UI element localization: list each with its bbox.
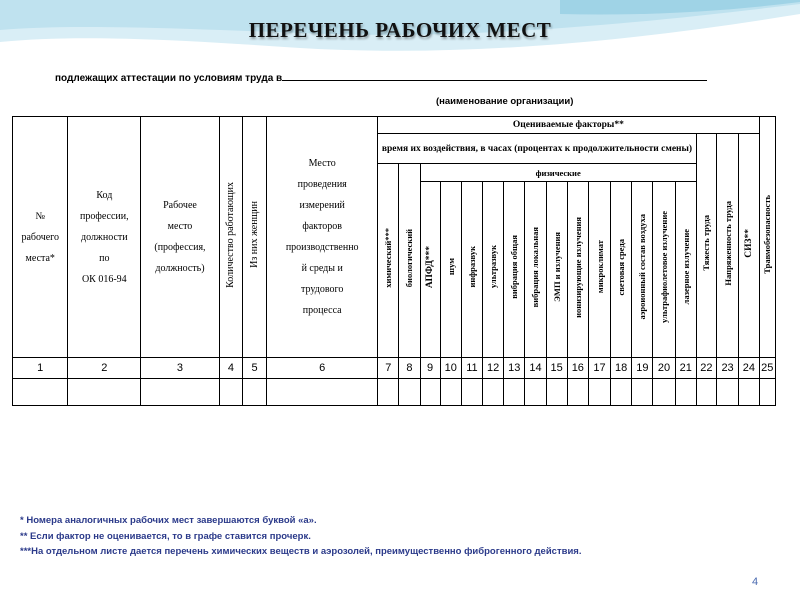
header-aeroion (632, 182, 653, 358)
empty-cell (739, 379, 759, 406)
empty-cell (243, 379, 267, 406)
page-title: ПЕРЕЧЕНЬ РАБОЧИХ МЕСТ (248, 18, 552, 42)
empty-cell (546, 379, 567, 406)
header-text: вибрация общая (509, 235, 520, 299)
header-text: процесса (302, 305, 342, 316)
header-biological (399, 164, 420, 358)
empty-cell (461, 379, 482, 406)
header-text: световая среда (616, 238, 627, 296)
header-text: Травмобезопасность (762, 195, 773, 274)
header-text: рабочего (21, 231, 60, 243)
column-number: 13 (504, 358, 525, 379)
header-text: ультразвук (488, 245, 499, 289)
empty-cell (567, 379, 588, 406)
header-text: аэроионный состав воздуха (637, 214, 648, 320)
organization-blank-line (282, 72, 707, 81)
column-number: 22 (696, 358, 716, 379)
header-text: Напряженность труда (722, 200, 733, 286)
empty-cell (716, 379, 738, 406)
header-uv (653, 182, 675, 358)
header-text: факторов (302, 221, 342, 232)
column-number: 3 (141, 358, 220, 379)
page-number: 4 (752, 576, 759, 588)
column-number: 6 (267, 358, 378, 379)
header-exposure-time: время их воздействия, в часах (процентах к продолжительности смены) (378, 134, 697, 164)
footnote: * Номера аналогичных рабочих мест завершаются буквой «а». (20, 515, 317, 526)
column-number: 16 (567, 358, 588, 379)
header-assessed-factors: Оцениваемые факторы** (378, 117, 759, 134)
column-number: 14 (525, 358, 546, 379)
empty-cell (219, 379, 242, 406)
column-number: 20 (653, 358, 675, 379)
empty-cell (440, 379, 461, 406)
header-text: СИЗ** (743, 228, 754, 258)
header-text: Рабочее (163, 200, 197, 211)
header-text: место (167, 221, 193, 232)
header-women-count (243, 117, 267, 358)
column-number: 25 (759, 358, 775, 379)
header-text: вибрация локальная (530, 226, 541, 308)
column-number: 7 (378, 358, 399, 379)
empty-cell (267, 379, 378, 406)
column-number: 15 (546, 358, 567, 379)
header-text: микроклимат (594, 240, 605, 294)
empty-cell (611, 379, 632, 406)
header-text: измерений (299, 200, 345, 211)
header-microclimate (588, 182, 610, 358)
header-text: должность) (155, 263, 205, 274)
header-text: шум (445, 258, 456, 276)
header-workers-count (219, 117, 242, 358)
header-chemical (378, 164, 399, 358)
empty-cell (483, 379, 504, 406)
footnotes (20, 513, 581, 560)
header-text: места* (25, 252, 55, 264)
empty-cell (399, 379, 420, 406)
empty-cell (696, 379, 716, 406)
empty-cell (588, 379, 610, 406)
empty-row (13, 379, 776, 406)
footnote: ***На отдельном листе дается перечень химических веществ и аэрозолей, преимущественно фиброгенного действия. (20, 546, 582, 557)
empty-cell (141, 379, 220, 406)
column-number: 18 (611, 358, 632, 379)
empty-cell (653, 379, 675, 406)
header-text: Тяжесть труда (701, 215, 712, 271)
header-workplace-number (13, 117, 68, 358)
header-text: Место (308, 158, 336, 169)
column-number: 5 (243, 358, 267, 379)
header-workplace (141, 117, 220, 358)
header-text: химический*** (383, 228, 394, 288)
header-text: инфразвук (466, 246, 477, 288)
header-profession-code (68, 117, 141, 358)
column-number: 24 (739, 358, 759, 379)
header-text: ультрафиолетовое излучение (659, 211, 670, 323)
footnote: ** Если фактор не оценивается, то в графе ставится прочерк. (20, 530, 311, 542)
header-measurement-place (267, 117, 378, 358)
empty-cell (525, 379, 546, 406)
header-text: Код (96, 189, 113, 201)
header-text: профессии, (80, 210, 129, 222)
header-vibration-general (504, 182, 525, 358)
empty-cell (378, 379, 399, 406)
header-ionizing (567, 182, 588, 358)
empty-cell (420, 379, 440, 406)
column-number: 1 (13, 358, 68, 379)
header-text: й среды и (301, 263, 343, 274)
column-number-row (13, 358, 776, 379)
column-number: 12 (483, 358, 504, 379)
header-noise (440, 182, 461, 358)
header-text: АПФД*** (425, 245, 436, 289)
column-number: 2 (68, 358, 141, 379)
header-text: (профессия, (154, 242, 206, 253)
column-number: 9 (420, 358, 440, 379)
header-apfd (420, 182, 440, 358)
empty-cell (759, 379, 775, 406)
empty-cell (504, 379, 525, 406)
empty-cell (632, 379, 653, 406)
header-text: Количество работающих (225, 181, 237, 288)
header-vibration-local (525, 182, 546, 358)
column-number: 17 (588, 358, 610, 379)
header-physical: физические (420, 164, 696, 182)
header-text: лазерное излучение (680, 229, 691, 305)
subtitle-text: подлежащих аттестации по условиям труда в (55, 73, 283, 84)
header-light (611, 182, 632, 358)
empty-cell (68, 379, 141, 406)
header-emp (546, 182, 567, 358)
header-labor-intensity (716, 134, 738, 358)
empty-cell (13, 379, 68, 406)
header-text: № (35, 210, 46, 222)
column-number: 11 (461, 358, 482, 379)
header-text: ионизирующие излучения (572, 216, 583, 318)
header-text: Из них женщин (249, 201, 261, 268)
header-ultrasound (483, 182, 504, 358)
column-number: 10 (440, 358, 461, 379)
header-laser (675, 182, 696, 358)
header-text: производственно (285, 242, 359, 253)
workplace-table (12, 116, 776, 406)
header-text: по (99, 252, 110, 264)
header-text: трудового (301, 284, 344, 295)
header-text: биологический (404, 228, 415, 288)
column-number: 21 (675, 358, 696, 379)
empty-cell (675, 379, 696, 406)
header-text: ОК 016-94 (81, 273, 127, 285)
header-injury-safety (759, 117, 775, 358)
background-wave (0, 0, 800, 110)
column-number: 23 (716, 358, 738, 379)
header-labor-severity (696, 134, 716, 358)
header-text: проведения (297, 179, 347, 190)
subtitle (55, 72, 707, 84)
column-number: 19 (632, 358, 653, 379)
column-number: 4 (219, 358, 242, 379)
organization-caption: (наименование организации) (436, 96, 574, 107)
header-ppe (739, 134, 759, 358)
header-text: должности (80, 231, 128, 243)
header-text: ЭМП и излучения (551, 232, 562, 302)
header-infrasound (461, 182, 482, 358)
column-number: 8 (399, 358, 420, 379)
